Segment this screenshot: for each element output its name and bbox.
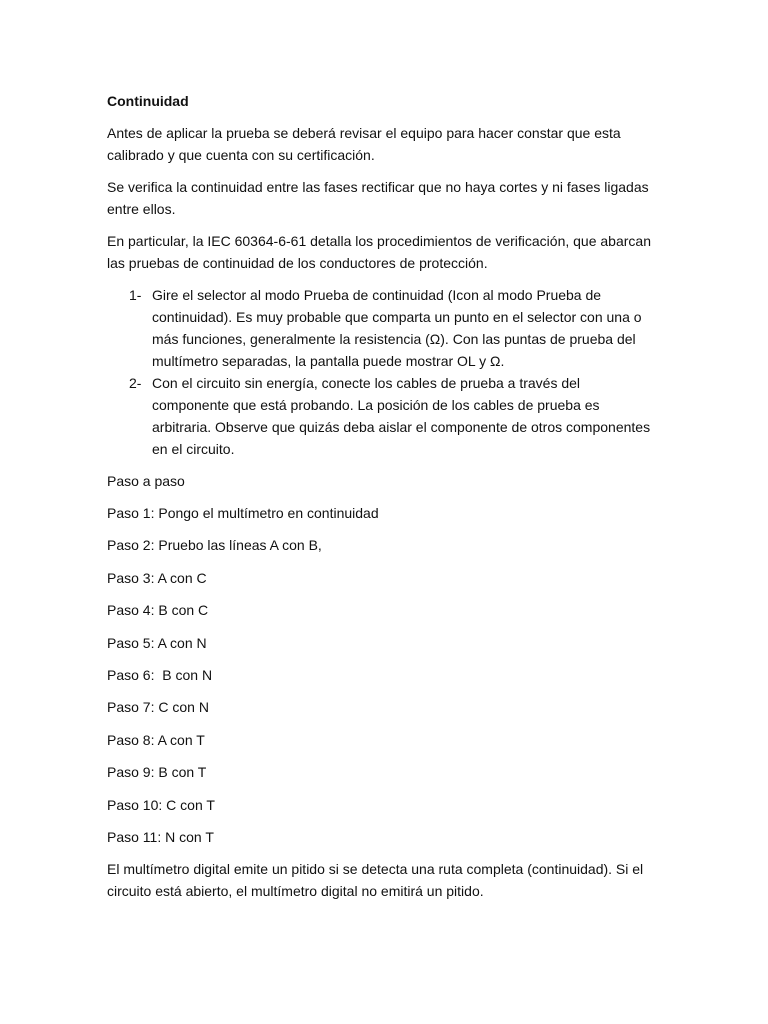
step-line: Paso 5: A con N	[107, 634, 207, 651]
closing-paragraph: El multímetro digital emite un pitido si se detecta una ruta completa (continuidad). Si el circuito está abierto, el multímetro digital no emitirá un pitido.	[107, 861, 644, 900]
step-line: Paso 8: A con T	[107, 731, 205, 748]
intro-paragraph: En particular, la IEC 60364-6-61 detalla los procedimientos de verificación, que abarcan las pruebas de continuidad de los conductores de protección.	[107, 233, 651, 271]
step-line: Paso 10: C con T	[107, 796, 215, 813]
step-line: Paso 11: N con T	[107, 828, 214, 845]
intro-paragraph: Antes de aplicar la prueba se deberá revisar el equipo para hacer constar que esta calibrado y que cuenta con su certificación.	[107, 125, 621, 163]
step-line: Paso 9: B con T	[107, 764, 207, 781]
document-page	[107, 90, 659, 912]
step-line: Paso 2: Pruebo las líneas A con B,	[107, 537, 322, 554]
step-line: Paso 3: A con C	[107, 569, 207, 586]
list-item-text: Con el circuito sin energía, conecte los cables de prueba a través del componente que está probando. La posición de los cables de prueba es arbitraria. Observe que quizás deba aislar el componente de otros componentes en el circuito.	[152, 375, 651, 457]
step-line: Paso 6: B con N	[107, 666, 213, 683]
list-item	[107, 372, 659, 460]
steps-heading: Paso a paso	[107, 473, 185, 489]
step-line: Paso 7: C con N	[107, 699, 209, 716]
list-item-marker: 1-	[129, 287, 142, 303]
step-line: Paso 1: Pongo el multímetro en continuidad	[107, 505, 379, 521]
list-item	[107, 284, 659, 372]
list-item-marker: 2-	[129, 375, 142, 391]
intro-paragraph: Se verifica la continuidad entre las fases rectificar que no haya cortes y ni fases ligadas entre ellos.	[107, 179, 649, 217]
document-title: Continuidad	[107, 93, 189, 109]
numbered-list	[107, 284, 659, 460]
list-item-text: Gire el selector al modo Prueba de continuidad (Icon al modo Prueba de continuidad). Es muy probable que comparta un punto en el selector con una o más funciones, generalmente la resistencia (Ω). Con las puntas de prueba del multímetro separadas, la pantalla puede mostrar OL y Ω.	[152, 287, 642, 369]
step-line: Paso 4: B con C	[107, 602, 209, 619]
